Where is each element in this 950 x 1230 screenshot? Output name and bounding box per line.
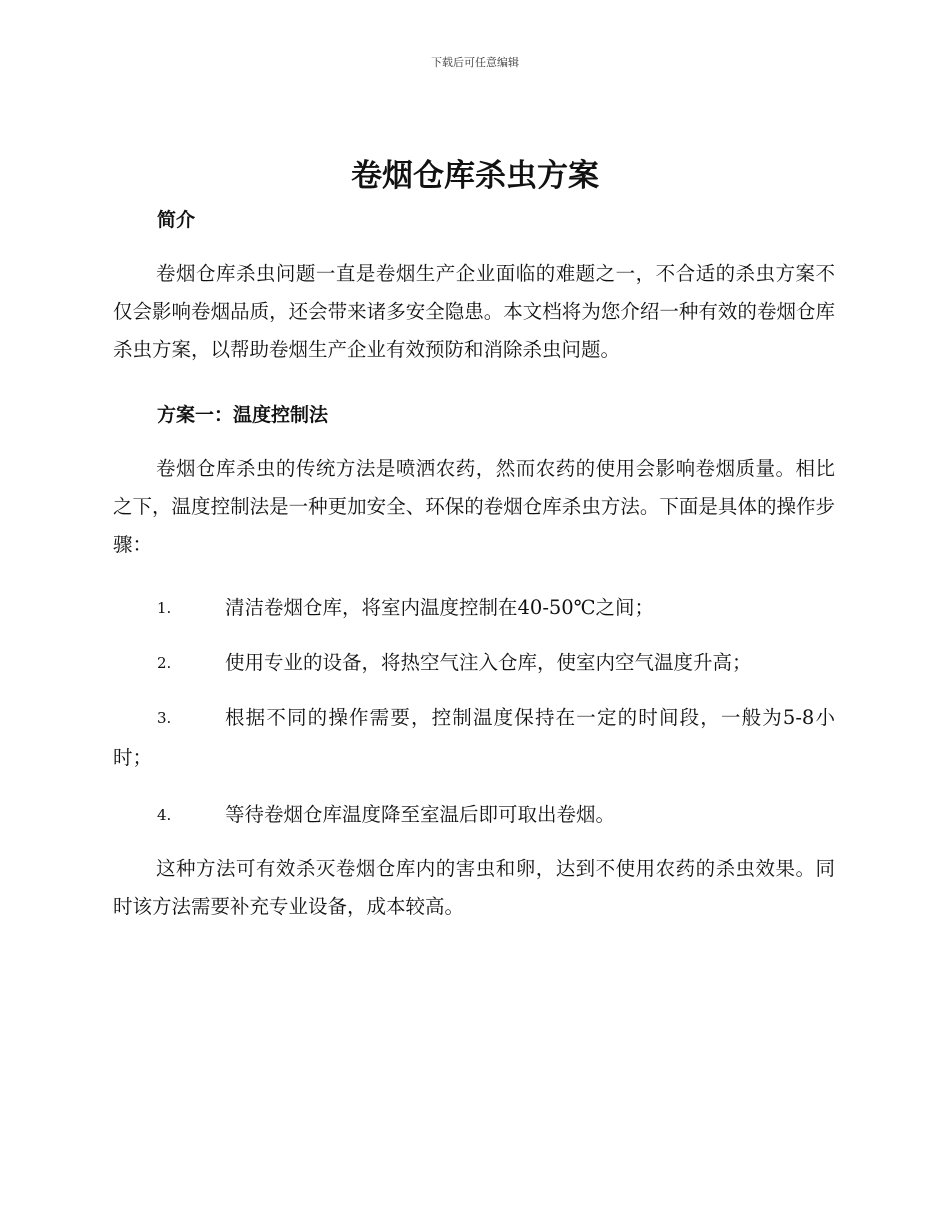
step-item xyxy=(113,795,835,835)
step-number: 1. xyxy=(157,599,172,617)
page-header: 下载后可任意编辑 xyxy=(431,56,519,69)
method-one-paragraph: 卷烟仓库杀虫的传统方法是喷洒农药，然而农药的使用会影响卷烟质量。相比之下，温度控制法是一种更加安全、环保的卷烟仓库杀虫方法。下面是具体的操作步骤： xyxy=(113,457,835,556)
intro-paragraph: 卷烟仓库杀虫问题一直是卷烟生产企业面临的难题之一，不合适的杀虫方案不仅会影响卷烟品质，还会带来诸多安全隐患。本文档将为您介绍一种有效的卷烟仓库杀虫方案，以帮助卷烟生产企业有效预防和消除杀虫问题。 xyxy=(113,262,835,361)
step-number: 4. xyxy=(157,806,172,824)
conclusion-paragraph: 这种方法可有效杀灭卷烟仓库内的害虫和卵，达到不使用农药的杀虫效果。同时该方法需要补充专业设备，成本较高。 xyxy=(113,857,835,918)
step-number: 3. xyxy=(157,709,172,727)
step-item xyxy=(113,588,835,628)
step-item xyxy=(113,698,835,778)
step-item xyxy=(113,643,835,683)
document-title: 卷烟仓库杀虫方案 xyxy=(351,158,599,194)
step-text: 等待卷烟仓库温度降至室温后即可取出卷烟。 xyxy=(225,803,616,826)
step-text: 清洁卷烟仓库，将室内温度控制在40-50℃之间； xyxy=(225,596,655,619)
step-number: 2. xyxy=(157,654,172,672)
section-heading-method-one: 方案一：温度控制法 xyxy=(157,404,329,426)
section-heading-intro: 简介 xyxy=(157,209,196,231)
step-text: 使用专业的设备，将热空气注入仓库，使室内空气温度升高； xyxy=(225,651,752,674)
step-text: 根据不同的操作需要，控制温度保持在一定的时间段，一般为5-8小时； xyxy=(113,706,835,769)
